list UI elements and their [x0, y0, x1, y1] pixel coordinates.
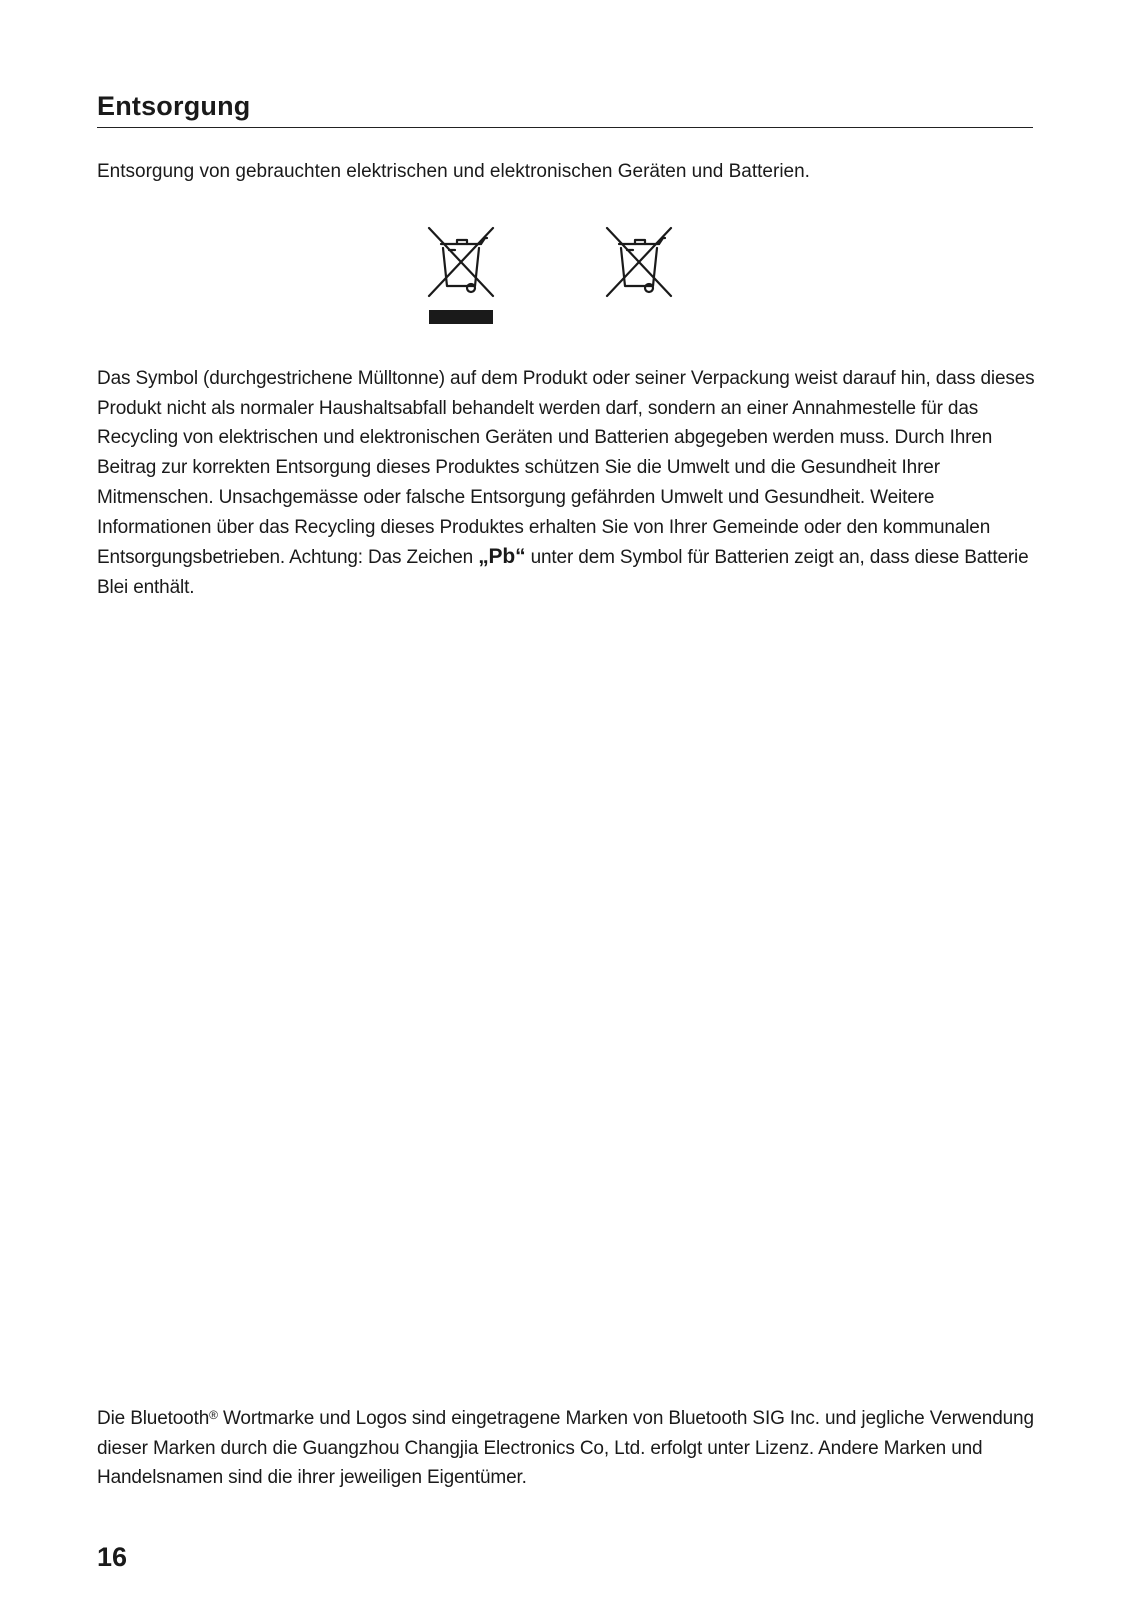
trademark-text-part-1: Die Bluetooth — [97, 1408, 210, 1429]
crossed-out-wheelie-bin-icon — [427, 226, 495, 326]
disposal-text-part-1: Das Symbol (durchgestrichene Mülltonne) auf dem Produkt oder seiner Verpackung weist darauf hin, dass dieses Produkt nicht als normaler Haushaltsabfall behandelt werden darf, sondern an einer Annahmestelle für das Recycling von elektrischen und elektronischen Geräten und Batterien abgegeben werden muss. Durch Ihren Beitrag zur korrekten Entsorgung dieses Produktes schützen Sie die Umwelt und die Gesundheit Ihrer Mitmenschen. Unsachgemässe oder falsche Entsorgung gefährden Umwelt und Gesundheit. Weitere Informationen über das Recycling dieses Produktes erhalten Sie von Ihrer Gemeinde oder den kommunalen Entsorgungsbetrieben. Achtung: Das Zeichen — [97, 368, 1035, 569]
disposal-instructions — [97, 364, 1037, 603]
lead-symbol-label: „Pb“ — [478, 545, 526, 569]
registered-mark: ® — [209, 1408, 218, 1422]
page-number: 16 — [97, 1542, 128, 1572]
trademark-notice — [97, 1401, 1037, 1493]
crossed-out-wheelie-bin-icon — [605, 226, 673, 300]
disposal-text-part-2: unter dem Symbol für Batterien zeigt an, dass diese Batterie Blei enthält. — [97, 547, 1029, 598]
title-divider — [97, 127, 1033, 128]
intro-text: Entsorgung von gebrauchten elektrischen und elektronischen Geräten und Batterien. — [97, 161, 810, 182]
trademark-text-part-2: Wortmarke und Logos sind eingetragene Marken von Bluetooth SIG Inc. und jegliche Verwendung dieser Marken durch die Guangzhou Changjia Electronics Co, Ltd. erfolgt unter Lizenz. Andere Marken und Handelsnamen sind die ihrer jeweiligen Eigentümer. — [97, 1408, 1034, 1489]
page-title: Entsorgung — [97, 91, 251, 121]
